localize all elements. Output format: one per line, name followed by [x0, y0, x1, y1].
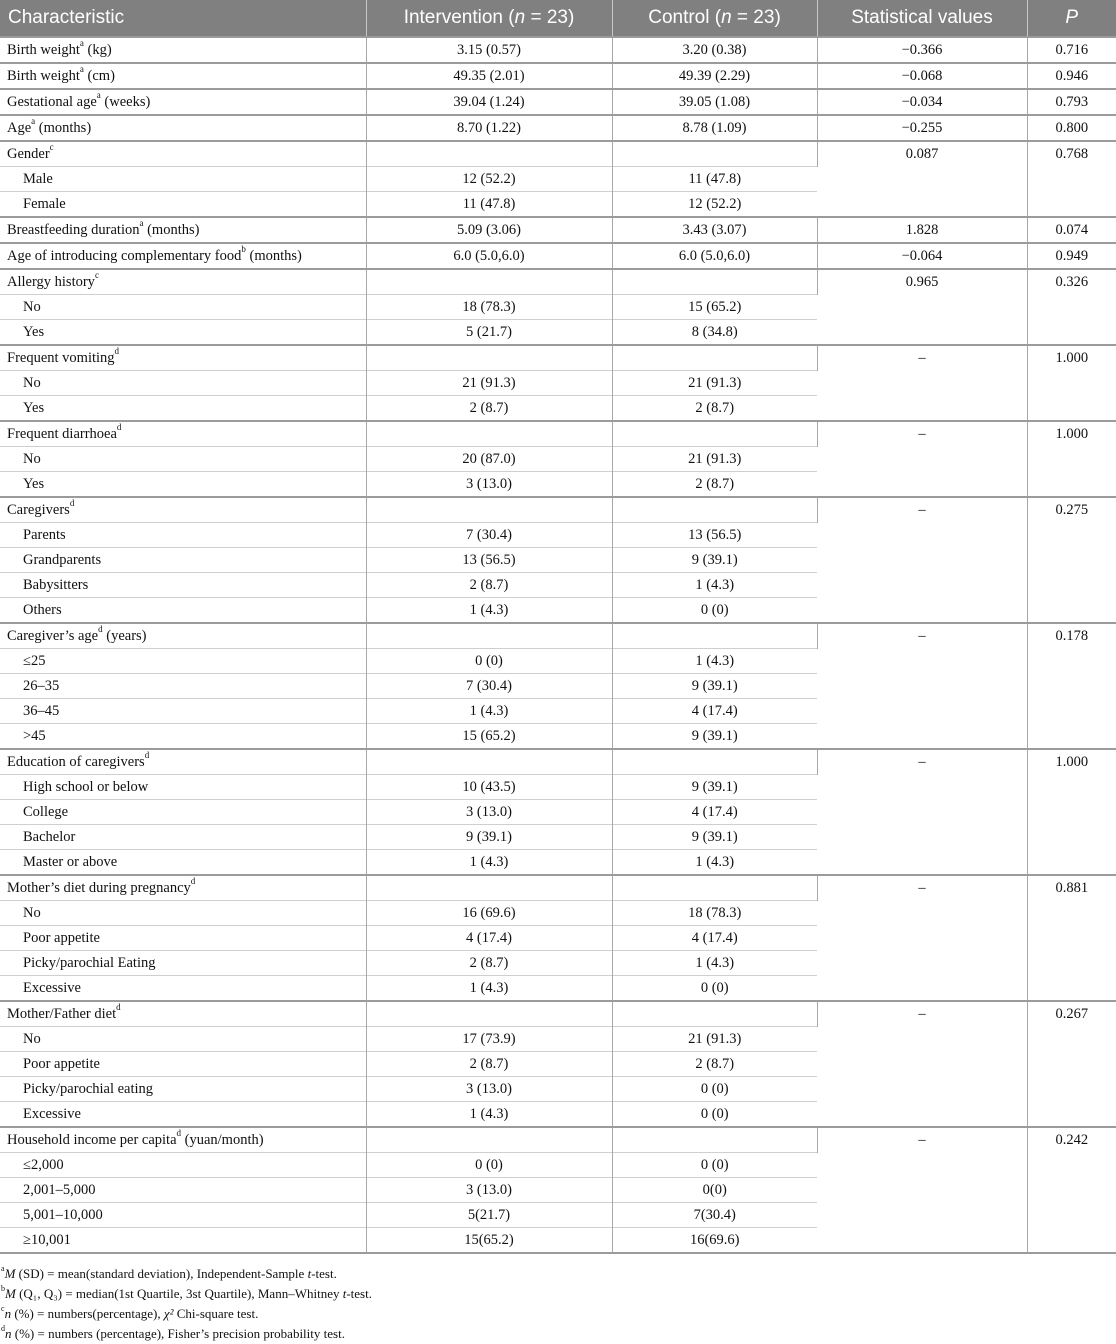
subcategory-label: No	[0, 371, 366, 396]
control-value: 0 (0)	[612, 1153, 817, 1178]
intervention-value: 1 (4.3)	[366, 976, 612, 1002]
characteristic-unit: (months)	[143, 222, 200, 238]
row-characteristic	[0, 345, 366, 371]
intervention-value	[366, 421, 612, 447]
intervention-value: 2 (8.7)	[366, 396, 612, 422]
control-value: 18 (78.3)	[612, 901, 817, 926]
control-value: 11 (47.8)	[612, 167, 817, 192]
p-value: 0.275	[1027, 497, 1116, 623]
row-characteristic	[0, 1001, 366, 1027]
statistical-value: 0.965	[817, 269, 1027, 345]
subcategory-label: No	[0, 447, 366, 472]
footnote-mark: d	[176, 1128, 182, 1139]
statistical-value: −0.064	[817, 243, 1027, 269]
characteristic-label: Age	[7, 120, 32, 136]
control-value: 3.43 (3.07)	[612, 217, 817, 243]
subcategory-label: Others	[0, 598, 366, 624]
footnote-mark: c	[94, 270, 99, 281]
control-value	[612, 749, 817, 775]
characteristic-label: Allergy history	[7, 274, 95, 290]
control-value: 21 (91.3)	[612, 371, 817, 396]
footnote-mark: d	[69, 498, 75, 509]
control-value	[612, 875, 817, 901]
subcategory-label: Poor appetite	[0, 1052, 366, 1077]
p-value: 0.768	[1027, 141, 1116, 217]
p-value: 0.793	[1027, 89, 1116, 115]
subcategory-label: 26–35	[0, 674, 366, 699]
table-row	[0, 37, 1116, 63]
control-value: 7(30.4)	[612, 1203, 817, 1228]
table-row	[0, 497, 1116, 523]
table-body	[0, 37, 1116, 1253]
footnote-mark: c	[49, 142, 54, 153]
subcategory-label: No	[0, 901, 366, 926]
subcategory-label: ≥10,001	[0, 1228, 366, 1254]
control-value: 1 (4.3)	[612, 573, 817, 598]
subcategory-label: No	[0, 1027, 366, 1052]
intervention-value: 5.09 (3.06)	[366, 217, 612, 243]
statistical-value: –	[817, 345, 1027, 421]
statistical-value: −0.034	[817, 89, 1027, 115]
control-value	[612, 623, 817, 649]
control-value: 9 (39.1)	[612, 548, 817, 573]
p-value: 1.000	[1027, 421, 1116, 497]
table-row	[0, 115, 1116, 141]
characteristic-unit: (weeks)	[100, 94, 151, 110]
subcategory-label: High school or below	[0, 775, 366, 800]
control-value: 0 (0)	[612, 1077, 817, 1102]
table-row	[0, 623, 1116, 649]
intervention-value: 21 (91.3)	[366, 371, 612, 396]
statistical-value: –	[817, 1127, 1027, 1253]
characteristic-label: Breastfeeding duration	[7, 222, 140, 238]
control-value: 1 (4.3)	[612, 850, 817, 876]
control-value	[612, 1127, 817, 1153]
footnote-symbol: t	[307, 1266, 312, 1281]
footnote-mark: d	[116, 1002, 121, 1013]
table-row	[0, 217, 1116, 243]
table-row	[0, 1001, 1116, 1027]
subcategory-label: Excessive	[0, 976, 366, 1002]
characteristic-label: Birth weight	[7, 42, 80, 58]
intervention-value: 3 (13.0)	[366, 472, 612, 498]
table-row	[0, 421, 1116, 447]
p-value: 0.800	[1027, 115, 1116, 141]
subcategory-label: ≤25	[0, 649, 366, 674]
control-value: 1 (4.3)	[612, 649, 817, 674]
footnote-mark: a	[1, 1263, 5, 1273]
p-value: 0.074	[1027, 217, 1116, 243]
control-value	[612, 141, 817, 167]
statistical-value: −0.366	[817, 37, 1027, 63]
intervention-value: 8.70 (1.22)	[366, 115, 612, 141]
subcategory-label: College	[0, 800, 366, 825]
control-value	[612, 497, 817, 523]
characteristic-unit: (months)	[35, 120, 92, 136]
subcategory-label: Master or above	[0, 850, 366, 876]
characteristic-label: Gestational age	[7, 94, 97, 110]
table-row	[0, 345, 1116, 371]
characteristic-label: Household income per capita	[7, 1132, 177, 1148]
header-p: P	[1027, 0, 1116, 37]
footnote-symbol: n	[4, 1306, 12, 1321]
intervention-value: 18 (78.3)	[366, 295, 612, 320]
control-value: 4 (17.4)	[612, 699, 817, 724]
intervention-value: 39.04 (1.24)	[366, 89, 612, 115]
footnote-mark: a	[79, 64, 84, 75]
subcategory-label: Yes	[0, 396, 366, 422]
intervention-value: 7 (30.4)	[366, 523, 612, 548]
footnote-text: Chi-square test.	[173, 1306, 259, 1321]
intervention-value: 6.0 (5.0,6.0)	[366, 243, 612, 269]
intervention-value: 2 (8.7)	[366, 573, 612, 598]
statistical-value: 1.828	[817, 217, 1027, 243]
control-value: 2 (8.7)	[612, 472, 817, 498]
row-characteristic	[0, 89, 366, 115]
intervention-value: 1 (4.3)	[366, 1102, 612, 1128]
control-value: 8 (34.8)	[612, 320, 817, 346]
footnotes	[0, 1264, 1116, 1344]
footnote-symbol: t	[342, 1286, 347, 1301]
subcategory-label: Poor appetite	[0, 926, 366, 951]
footnote-mark: a	[96, 90, 101, 101]
subcategory-label: >45	[0, 724, 366, 750]
characteristic-unit: (years)	[102, 628, 147, 644]
intervention-value: 0 (0)	[366, 649, 612, 674]
control-value: 0(0)	[612, 1178, 817, 1203]
intervention-value: 7 (30.4)	[366, 674, 612, 699]
table-row	[0, 63, 1116, 89]
subcategory-label: Yes	[0, 320, 366, 346]
subcategory-label: Bachelor	[0, 825, 366, 850]
control-value: 16(69.6)	[612, 1228, 817, 1254]
header-control: Control (n = 23)	[612, 0, 817, 37]
control-value: 9 (39.1)	[612, 825, 817, 850]
p-value: 0.881	[1027, 875, 1116, 1001]
control-value: 2 (8.7)	[612, 1052, 817, 1077]
intervention-value	[366, 875, 612, 901]
intervention-value: 4 (17.4)	[366, 926, 612, 951]
footnote-text: (SD) = mean(standard deviation), Independent-Sample	[15, 1266, 308, 1281]
control-value: 15 (65.2)	[612, 295, 817, 320]
statistical-value: −0.068	[817, 63, 1027, 89]
control-value	[612, 1001, 817, 1027]
subcategory-label: Yes	[0, 472, 366, 498]
intervention-value: 13 (56.5)	[366, 548, 612, 573]
intervention-value: 0 (0)	[366, 1153, 612, 1178]
header-characteristic: Characteristic	[0, 0, 366, 37]
intervention-value: 16 (69.6)	[366, 901, 612, 926]
control-value: 21 (91.3)	[612, 1027, 817, 1052]
control-value: 8.78 (1.09)	[612, 115, 817, 141]
intervention-value	[366, 1001, 612, 1027]
control-value: 0 (0)	[612, 1102, 817, 1128]
characteristic-unit: (months)	[245, 248, 302, 264]
footnote	[1, 1264, 1116, 1284]
footnote-mark: d	[190, 876, 196, 887]
footnote-symbol: n	[5, 1326, 12, 1341]
characteristic-unit: (yuan/month)	[181, 1132, 264, 1148]
p-value: 0.949	[1027, 243, 1116, 269]
p-value: 0.716	[1027, 37, 1116, 63]
footnote-mark: c	[1, 1303, 5, 1313]
subcategory-label: No	[0, 295, 366, 320]
control-value: 6.0 (5.0,6.0)	[612, 243, 817, 269]
p-value: 0.242	[1027, 1127, 1116, 1253]
intervention-value: 20 (87.0)	[366, 447, 612, 472]
subcategory-label: Babysitters	[0, 573, 366, 598]
row-characteristic	[0, 217, 366, 243]
table-row	[0, 243, 1116, 269]
control-value: 49.39 (2.29)	[612, 63, 817, 89]
subcategory-label: Parents	[0, 523, 366, 548]
table-row	[0, 1127, 1116, 1153]
footnote-mark: d	[1, 1323, 5, 1333]
control-value: 12 (52.2)	[612, 192, 817, 218]
control-value: 9 (39.1)	[612, 775, 817, 800]
intervention-value: 3.15 (0.57)	[366, 37, 612, 63]
subcategory-label: Female	[0, 192, 366, 218]
characteristic-label: Gender	[7, 146, 50, 162]
intervention-value: 9 (39.1)	[366, 825, 612, 850]
table-header-row	[0, 0, 1116, 37]
control-value: 4 (17.4)	[612, 926, 817, 951]
control-value	[612, 345, 817, 371]
row-characteristic	[0, 37, 366, 63]
intervention-value: 15(65.2)	[366, 1228, 612, 1254]
footnote-mark: b	[1, 1283, 5, 1293]
table-row	[0, 141, 1116, 167]
footnote-mark: a	[79, 38, 84, 49]
intervention-value: 5(21.7)	[366, 1203, 612, 1228]
characteristic-label: Caregivers	[7, 502, 70, 518]
intervention-value: 5 (21.7)	[366, 320, 612, 346]
footnote-text: (%) = numbers (percentage), Fisher’s precision probability test.	[11, 1326, 345, 1341]
footnote-mark: d	[116, 422, 122, 433]
intervention-value: 12 (52.2)	[366, 167, 612, 192]
subcategory-label: Male	[0, 167, 366, 192]
row-characteristic	[0, 243, 366, 269]
intervention-value: 1 (4.3)	[366, 850, 612, 876]
subcategory-label: Picky/parochial Eating	[0, 951, 366, 976]
row-characteristic	[0, 421, 366, 447]
statistical-value: –	[817, 749, 1027, 875]
intervention-value: 2 (8.7)	[366, 951, 612, 976]
subcategory-label: Excessive	[0, 1102, 366, 1128]
control-value: 3.20 (0.38)	[612, 37, 817, 63]
intervention-value: 10 (43.5)	[366, 775, 612, 800]
intervention-value: 17 (73.9)	[366, 1027, 612, 1052]
control-value: 2 (8.7)	[612, 396, 817, 422]
footnote-symbol: M	[5, 1286, 16, 1301]
intervention-value: 1 (4.3)	[366, 699, 612, 724]
control-value: 9 (39.1)	[612, 724, 817, 750]
subcategory-label: Grandparents	[0, 548, 366, 573]
intervention-value	[366, 749, 612, 775]
footnote	[1, 1304, 1116, 1324]
table-row	[0, 269, 1116, 295]
intervention-value	[366, 497, 612, 523]
statistical-value: 0.087	[817, 141, 1027, 217]
footnote-mark: a	[139, 218, 144, 229]
control-value: 21 (91.3)	[612, 447, 817, 472]
p-value: 1.000	[1027, 345, 1116, 421]
subcategory-label: 5,001–10,000	[0, 1203, 366, 1228]
control-value: 1 (4.3)	[612, 951, 817, 976]
header-statistical-values: Statistical values	[817, 0, 1027, 37]
characteristic-label: Education of caregivers	[7, 754, 145, 770]
footnote-mark: d	[144, 750, 150, 761]
statistical-value: –	[817, 497, 1027, 623]
intervention-value	[366, 141, 612, 167]
row-characteristic	[0, 115, 366, 141]
control-value: 39.05 (1.08)	[612, 89, 817, 115]
characteristic-unit: (kg)	[83, 42, 112, 58]
row-characteristic	[0, 497, 366, 523]
table-row	[0, 749, 1116, 775]
footnote-mark: a	[31, 116, 36, 127]
p-value: 0.946	[1027, 63, 1116, 89]
subcategory-label: 2,001–5,000	[0, 1178, 366, 1203]
row-characteristic	[0, 269, 366, 295]
p-value: 0.267	[1027, 1001, 1116, 1127]
row-characteristic	[0, 63, 366, 89]
intervention-value	[366, 269, 612, 295]
p-value: 0.178	[1027, 623, 1116, 749]
footnote-symbol: M	[4, 1266, 16, 1281]
statistical-value: –	[817, 623, 1027, 749]
row-characteristic	[0, 875, 366, 901]
p-value: 0.326	[1027, 269, 1116, 345]
p-value: 1.000	[1027, 749, 1116, 875]
footnote-mark: d	[114, 346, 120, 357]
characteristic-unit: (cm)	[83, 68, 115, 84]
footnote-text: (Q₁, Q₃) = median(1st Quartile, 3st Quartile), Mann–Whitney	[15, 1286, 343, 1301]
subcategory-label: ≤2,000	[0, 1153, 366, 1178]
statistical-value: –	[817, 875, 1027, 1001]
characteristic-label: Birth weight	[7, 68, 80, 84]
subcategory-label: Picky/parochial eating	[0, 1077, 366, 1102]
table-row	[0, 89, 1116, 115]
row-characteristic	[0, 749, 366, 775]
control-value: 0 (0)	[612, 598, 817, 624]
row-characteristic	[0, 141, 366, 167]
footnote-symbol: χ²	[163, 1306, 174, 1321]
footnote-text: (%) = numbers(percentage),	[11, 1306, 164, 1321]
intervention-value: 2 (8.7)	[366, 1052, 612, 1077]
intervention-value	[366, 1127, 612, 1153]
footnote-mark: b	[241, 244, 246, 255]
row-characteristic	[0, 623, 366, 649]
intervention-value: 1 (4.3)	[366, 598, 612, 624]
statistical-value: –	[817, 1001, 1027, 1127]
subcategory-label: 36–45	[0, 699, 366, 724]
characteristic-label: Age of introducing complementary food	[7, 248, 242, 264]
intervention-value: 3 (13.0)	[366, 800, 612, 825]
footnote-text: -test.	[346, 1286, 372, 1301]
intervention-value: 3 (13.0)	[366, 1077, 612, 1102]
table-row	[0, 875, 1116, 901]
intervention-value: 11 (47.8)	[366, 192, 612, 218]
control-value: 4 (17.4)	[612, 800, 817, 825]
control-value	[612, 269, 817, 295]
characteristic-label: Mother’s diet during pregnancy	[7, 880, 191, 896]
control-value: 13 (56.5)	[612, 523, 817, 548]
footnote	[1, 1284, 1116, 1304]
intervention-value: 49.35 (2.01)	[366, 63, 612, 89]
control-value: 9 (39.1)	[612, 674, 817, 699]
footnote-text: -test.	[311, 1266, 337, 1281]
intervention-value: 15 (65.2)	[366, 724, 612, 750]
statistical-value: −0.255	[817, 115, 1027, 141]
header-intervention: Intervention (n = 23)	[366, 0, 612, 37]
row-characteristic	[0, 1127, 366, 1153]
characteristic-label: Caregiver’s age	[7, 628, 99, 644]
characteristic-label: Mother/Father diet	[7, 1006, 117, 1022]
intervention-value: 3 (13.0)	[366, 1178, 612, 1203]
statistical-value: –	[817, 421, 1027, 497]
control-value	[612, 421, 817, 447]
characteristic-label: Frequent diarrhoea	[7, 426, 117, 442]
footnote-mark: d	[98, 624, 103, 635]
intervention-value	[366, 623, 612, 649]
footnote	[1, 1324, 1116, 1344]
characteristic-label: Frequent vomiting	[7, 350, 115, 366]
intervention-value	[366, 345, 612, 371]
control-value: 0 (0)	[612, 976, 817, 1002]
